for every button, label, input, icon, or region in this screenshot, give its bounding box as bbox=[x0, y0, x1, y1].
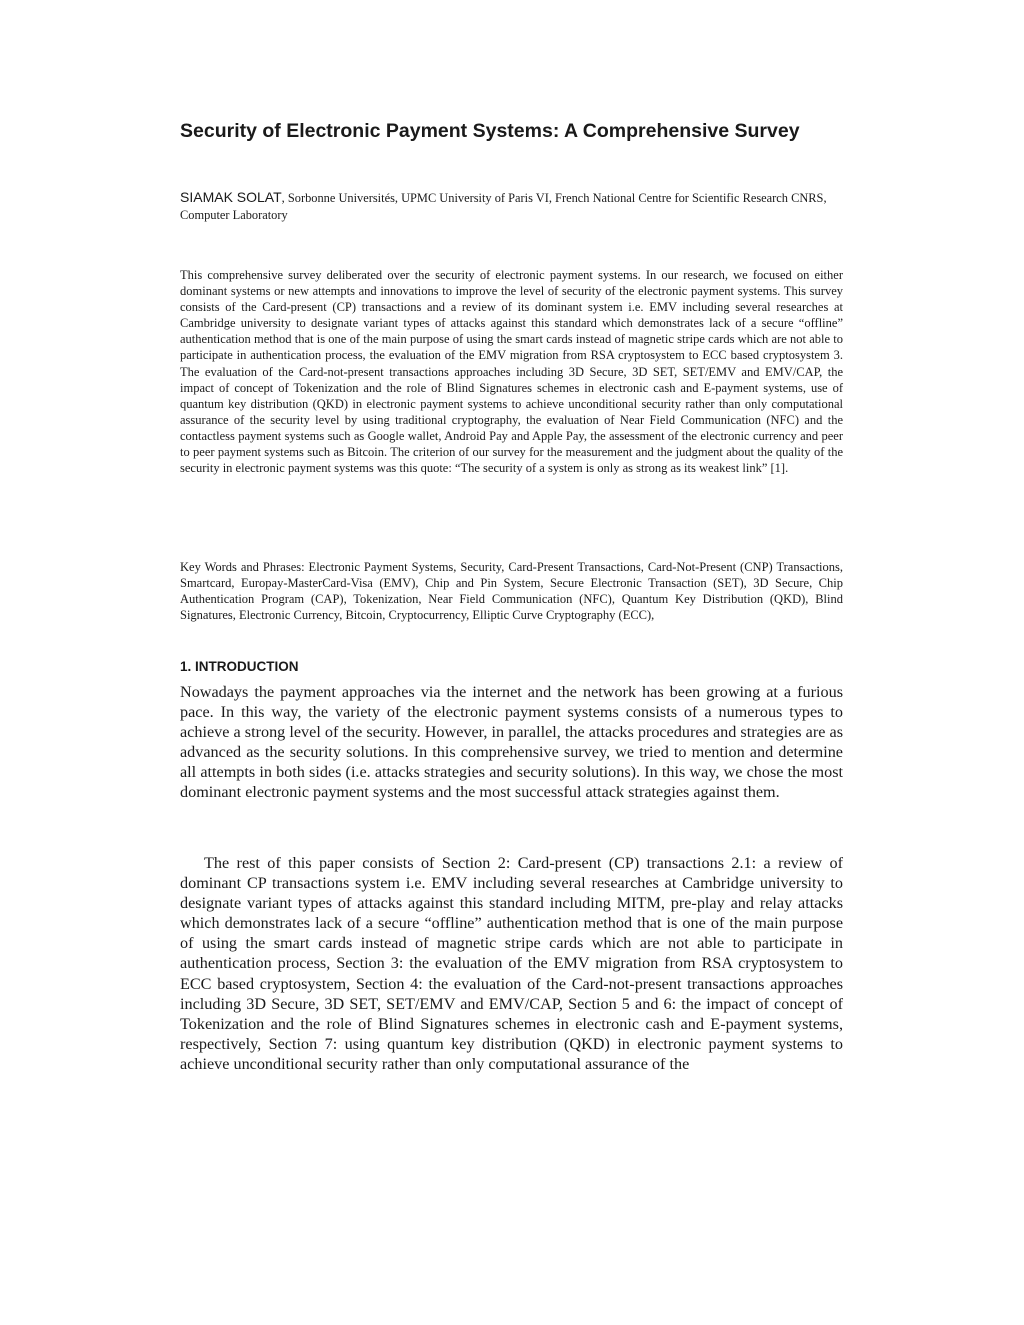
abstract: This comprehensive survey deliberated over the security of electronic payment systems. In our research, we focused on either dominant systems or new attempts and innovations to improve the level of security of the electronic payment systems. This survey consists of the Card-present (CP) transactions and a review of its dominant system i.e. EMV including several researches at Cambridge university to designate variant types of attacks against this standard which demonstrates lack of a secure “offline” authentication method that is one of the main purpose of using the smart cards instead of magnetic stripe cards which are not able to participate in authentication process, the evaluation of the EMV migration from RSA cryptosystem to ECC based cryptosystem 3. The evaluation of the Card-not-present transactions approaches including 3D Secure, 3D SET, SET/EMV and EMV/CAP, the impact of concept of Tokenization and the role of Blind Signatures schemes in electronic cash and E-payment systems, use of quantum key distribution (QKD) in electronic payment systems to achieve unconditional security rather than only computational assurance of the security level by using traditional cryptography, the evaluation of Near Field Communication (NFC) and the contactless payment systems such as Google wallet, Android Pay and Apple Pay, the assessment of the electronic currency and peer to peer payment systems such as Bitcoin. The criterion of our survey for the measurement and the judgment about the quality of the security in electronic payment systems was this quote: “The security of a system is only as strong as its weakest link” [1]. bbox=[180, 268, 843, 476]
body-paragraph: The rest of this paper consists of Section 2: Card-present (CP) transactions 2.1: a review of dominant CP transactions system i.e. EMV including several researches at Cambridge university to designate variant types of attacks against this standard including MITM, pre-play and relay attacks which demonstrates lack of a secure “offline” authentication method that is one of the main purpose of using the smart cards instead of magnetic stripe cards which are not able to participate in authentication process, Section 3: the evaluation of the EMV migration from RSA cryptosystem to ECC based cryptosystem, Section 4: the evaluation of the Card-not-present transactions approaches including 3D Secure, 3D SET, SET/EMV and EMV/CAP, Section 5 and 6: the impact of concept of Tokenization and the role of Blind Signatures schemes in electronic cash and E-payment systems, respectively, Section 7: using quantum key distribution (QKD) in electronic payment systems to achieve unconditional security rather than only computational assurance of the bbox=[180, 854, 843, 1073]
paper-title: Security of Electronic Payment Systems: A Comprehensive Survey bbox=[180, 120, 800, 142]
body-paragraph: Nowadays the payment approaches via the internet and the network has been growing at a furious pace. In this way, the variety of the electronic payment systems consists of a numerous types to achieve a strong level of the security. However, in parallel, the attacks procedures and strategies are as advanced as the security solutions. In this comprehensive survey, we tried to mention and determine all attempts in both sides (i.e. attacks strategies and security solutions). In this way, we chose the most dominant electronic payment systems and the most successful attack strategies against them. bbox=[180, 683, 843, 802]
author-block bbox=[180, 189, 843, 224]
author-affiliation: , Sorbonne Universités, UPMC University of Paris VI, French National Centre for Scientific Research CNRS, Computer Laboratory bbox=[180, 191, 827, 222]
keywords: Key Words and Phrases: Electronic Payment Systems, Security, Card-Present Transactions, Card-Not-Present (CNP) Transactions, Smartcard, Europay-MasterCard-Visa (EMV), Chip and Pin System, Secure Electronic Transaction (SET), 3D Secure, Chip Authentication Program (CAP), Tokenization, Near Field Communication (NFC), Quantum Key Distribution (QKD), Blind Signatures, Electronic Currency, Bitcoin, Cryptocurrency, Elliptic Curve Cryptography (ECC), bbox=[180, 560, 843, 623]
author-name: SIAMAK SOLAT bbox=[180, 189, 282, 205]
section-heading-introduction: 1. INTRODUCTION bbox=[180, 659, 299, 674]
